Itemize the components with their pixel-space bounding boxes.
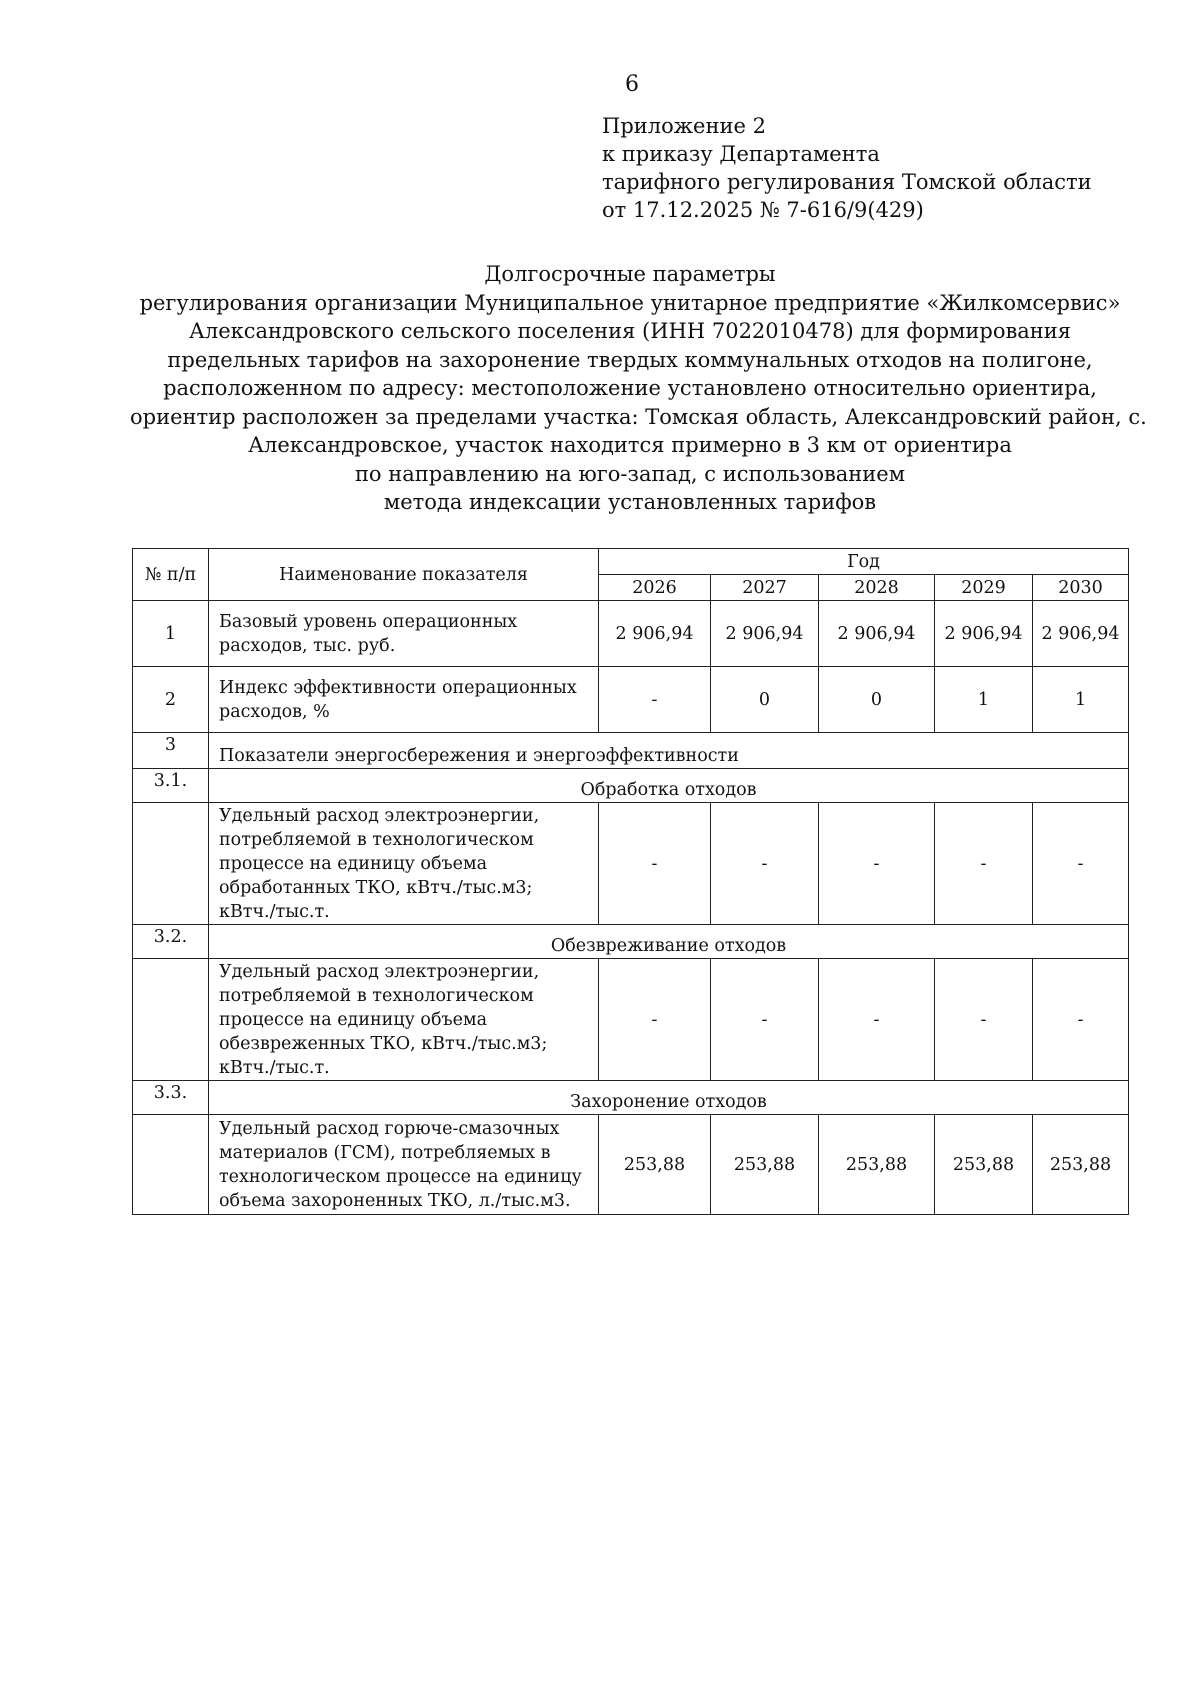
title-line: по направлению на юго-запад, с использованием [354, 461, 906, 486]
appendix-line: тарифного регулирования Томской области [602, 170, 1092, 194]
row-value: - [1033, 803, 1129, 925]
row-value: 253,88 [711, 1115, 819, 1215]
section-row [133, 1081, 1129, 1115]
table-row [133, 667, 1129, 733]
appendix-line: к приказу Департамента [602, 142, 880, 166]
row-num-empty [133, 959, 209, 1081]
header-year-group: Год [599, 549, 1129, 575]
row-value: - [711, 803, 819, 925]
title-line: ориентир расположен за пределами участка: Томская область, Александровский район, с. [130, 404, 1147, 429]
section-title: Обезвреживание отходов [209, 925, 1129, 959]
row-value: - [599, 667, 711, 733]
row-name: Удельный расход электроэнергии, потребляемой в технологическом процессе на единицу объема обработанных ТКО, кВтч./тыс.м3; кВтч./тыс.т. [209, 803, 599, 925]
section-num: 3.1. [133, 769, 209, 803]
row-name: Индекс эффективности операционных расходов, % [209, 667, 599, 733]
table-row [133, 601, 1129, 667]
section-title: Обработка отходов [209, 769, 1129, 803]
title-line: регулирования организации Муниципальное унитарное предприятие «Жилкомсервис» [139, 290, 1121, 315]
section-num: 3.2. [133, 925, 209, 959]
row-value: 0 [711, 667, 819, 733]
row-value: 0 [819, 667, 935, 733]
row-value: 2 906,94 [935, 601, 1033, 667]
table-row [133, 803, 1129, 925]
appendix-line: Приложение 2 [602, 114, 766, 138]
table-row [133, 733, 1129, 769]
row-value: - [1033, 959, 1129, 1081]
table-row [133, 1115, 1129, 1215]
title-line: расположенном по адресу: местоположение установлено относительно ориентира, [163, 376, 1097, 400]
header-year: 2028 [819, 575, 935, 601]
row-value: 253,88 [599, 1115, 711, 1215]
table-row [133, 959, 1129, 1081]
document-title [130, 260, 1147, 517]
title-line: Александровское, участок находится примерно в 3 км от ориентира [248, 433, 1012, 457]
section-row [133, 769, 1129, 803]
header-year: 2027 [711, 575, 819, 601]
header-name: Наименование показателя [209, 549, 599, 601]
row-value: - [711, 959, 819, 1081]
row-value: - [819, 803, 935, 925]
section-row [133, 925, 1129, 959]
header-year: 2030 [1033, 575, 1129, 601]
row-num-empty [133, 1115, 209, 1215]
row-num: 1 [133, 601, 209, 667]
row-value: - [935, 959, 1033, 1081]
row-num: 3 [133, 733, 209, 769]
appendix-line: от 17.12.2025 № 7-616/9(429) [602, 198, 924, 222]
row-name: Показатели энергосбережения и энергоэффективности [209, 733, 1129, 769]
row-name: Базовый уровень операционных расходов, тыс. руб. [209, 601, 599, 667]
row-value: - [599, 959, 711, 1081]
row-name: Удельный расход горюче-смазочных материалов (ГСМ), потребляемых в технологическом процессе на единицу объема захороненных ТКО, л./тыс.м3. [209, 1115, 599, 1215]
appendix-block [602, 112, 1092, 224]
row-value: 1 [1033, 667, 1129, 733]
row-value: 2 906,94 [599, 601, 711, 667]
row-name: Удельный расход электроэнергии, потребляемой в технологическом процессе на единицу объема обезвреженных ТКО, кВтч./тыс.м3; кВтч./тыс.т. [209, 959, 599, 1081]
row-num-empty [133, 803, 209, 925]
section-title: Захоронение отходов [209, 1081, 1129, 1115]
row-value: 253,88 [935, 1115, 1033, 1215]
row-value: 2 906,94 [1033, 601, 1129, 667]
row-value: 253,88 [1033, 1115, 1129, 1215]
row-value: 1 [935, 667, 1033, 733]
row-value: 2 906,94 [711, 601, 819, 667]
header-year: 2026 [599, 575, 711, 601]
row-value: - [819, 959, 935, 1081]
section-num: 3.3. [133, 1081, 209, 1115]
title-line: метода индексации установленных тарифов [383, 490, 877, 514]
row-value: - [935, 803, 1033, 925]
header-year: 2029 [935, 575, 1033, 601]
row-value: - [599, 803, 711, 925]
row-value: 253,88 [819, 1115, 935, 1215]
header-num: № п/п [133, 549, 209, 601]
title-line: предельных тарифов на захоронение твердых коммунальных отходов на полигоне, [167, 347, 1093, 372]
title-line: Долгосрочные параметры [484, 262, 776, 286]
row-num: 2 [133, 667, 209, 733]
row-value: 2 906,94 [819, 601, 935, 667]
title-line: Александровского сельского поселения (ИНН 7022010478) для формирования [188, 319, 1072, 343]
page-number: 6 [625, 72, 639, 97]
parameters-table [132, 548, 1129, 1215]
